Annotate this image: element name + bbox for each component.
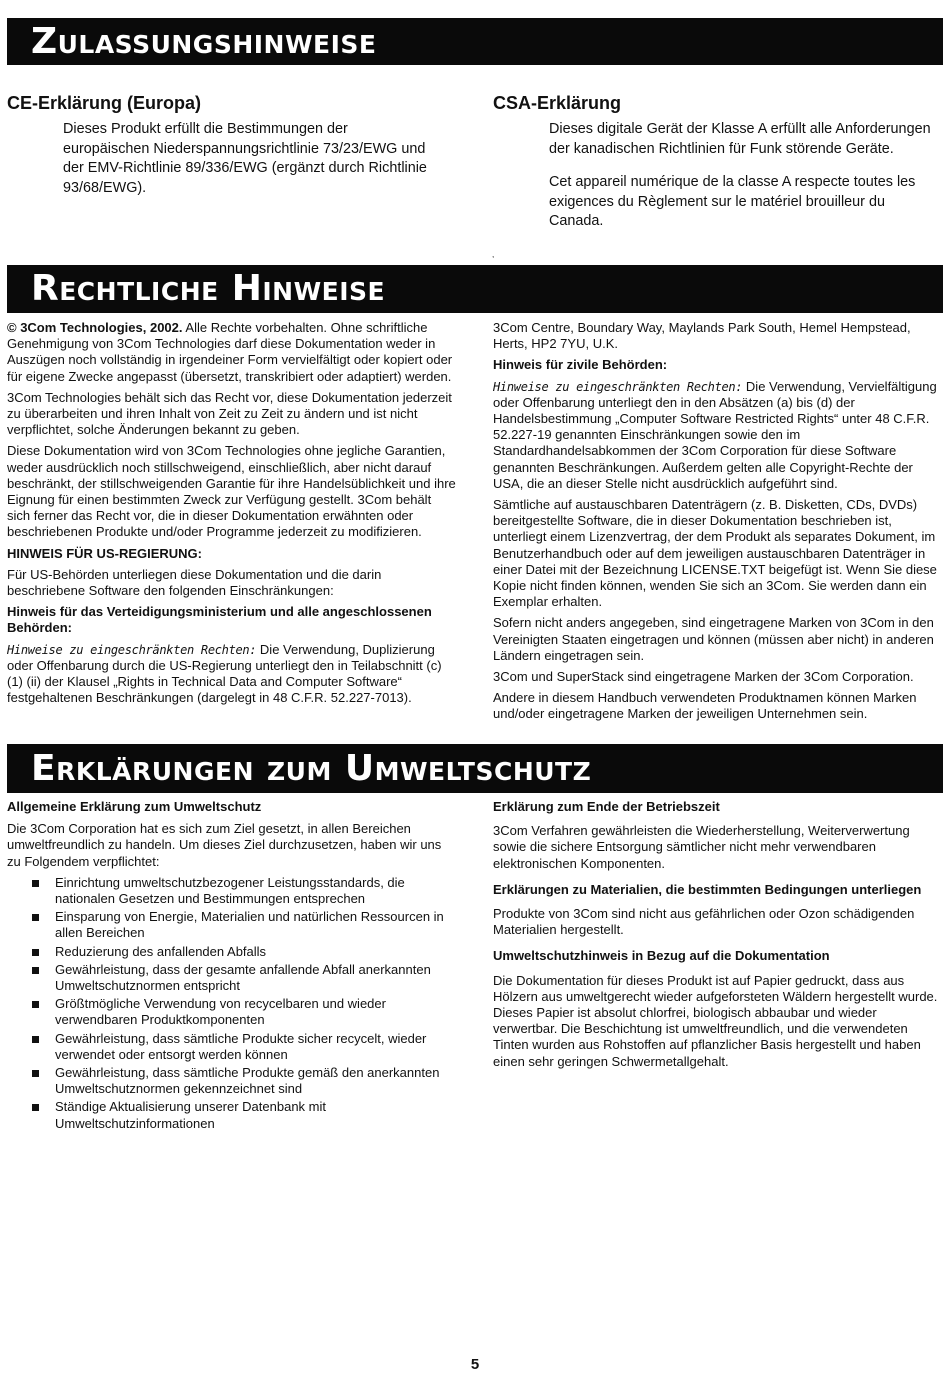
banner-title: Zulassungshinweise (31, 21, 377, 62)
section-banner-rechtliche-hinweise (7, 265, 943, 313)
banner-title: Erklärungen zum Umweltschutz (31, 748, 592, 789)
square-bullet-icon (32, 1036, 39, 1043)
square-bullet-icon (32, 1104, 39, 1111)
copyright-paragraph (7, 320, 457, 385)
defense-heading: Hinweis für das Verteidigungsministerium und alle angeschlossenen Behörden: (7, 604, 432, 636)
square-bullet-icon (32, 914, 39, 921)
square-bullet-icon (32, 1001, 39, 1008)
list-item: Gewährleistung, dass sämtliche Produkte gemäß den anerkannten Umweltschutznormen gekennzeichnet sind (7, 1065, 457, 1097)
csa-text-de: Dieses digitale Gerät der Klasse A erfüllt alle Anforderungen der kanadischen Richtlinien für Funk störende Geräte. (549, 121, 931, 157)
trademark-paragraph: Sofern nicht anders angegeben, sind eingetragene Marken von 3Com in den Vereinigten Staaten eingetragen und können (müssen aber nicht) in anderen Ländern eingetragen sein. (493, 615, 934, 663)
section-banner-umweltschutz (7, 744, 943, 793)
materials-text: Produkte von 3Com sind nicht aus gefährlichen oder Ozon schädigenden Materialien hergestellt. (493, 906, 915, 938)
environment-general (7, 799, 457, 1134)
list-item: Gewährleistung, dass der gesamte anfallende Abfall anerkannten Umweltschutznormen entspricht (7, 962, 457, 994)
list-item: Reduzierung des anfallenden Abfalls (7, 944, 457, 960)
section-banner-zulassungshinweise (7, 18, 943, 65)
revision-paragraph: 3Com Technologies behält sich das Recht vor, diese Dokumentation jederzeit zu überarbeiten und ihren Inhalt von Zeit zu Zeit zu ändern und ist nicht verpflichtet, solche Änderungen bekannt zu geben. (7, 389, 452, 438)
list-item: Einsparung von Energie, Materialien und natürlichen Ressourcen in allen Bereichen (7, 909, 457, 941)
legal-notes-left (7, 320, 457, 711)
ce-heading: CE-Erklärung (Europa) (7, 93, 202, 113)
end-of-life-text: 3Com Verfahren gewährleisten die Wiederherstellung, Weiterverwertung sowie die sichere Entsorgung sämtlicher nicht mehr verwendbaren elektronischen Komponenten. (493, 823, 910, 871)
csa-text-fr: Cet appareil numérique de la classe A respecte toutes les exigences du Règlement sur le matériel brouilleur du Canada. (549, 174, 916, 229)
ce-declaration (7, 92, 437, 212)
csa-declaration (493, 92, 943, 246)
square-bullet-icon (32, 949, 39, 956)
square-bullet-icon (32, 967, 39, 974)
env-commitments-list (7, 875, 457, 1132)
documentation-text: Die Dokumentation für dieses Produkt ist auf Papier gedruckt, dass aus Hölzern aus umweltgerecht wieder aufgeforsteten Wäldern hergestellt wurde. Dieses Papier ist absolut chlorfrei, biologisch abbaubar und wieder verwertbar. Die Beschichtung ist umweltfreundlich, und die verwendeten Tinten wurden aus Rohstoffen auf pflanzlicher Basis hergestellt und haben einen sehr geringen Schwermetallgehalt. (493, 972, 938, 1069)
copyright-label: © 3Com Technologies, 2002. (7, 320, 183, 335)
ce-text: Dieses Produkt erfüllt die Bestimmungen der europäischen Niederspannungsrichtlinie 73/23/EWG und der EMV-Richtlinie 89/336/EWG (ergänzt durch Richtlinie 93/68/EWG). (63, 121, 427, 196)
csa-heading: CSA-Erklärung (493, 93, 622, 113)
page-number: 5 (470, 1356, 480, 1373)
end-of-life-heading: Erklärung zum Ende der Betriebszeit (493, 799, 720, 814)
legal-notes-right (493, 320, 943, 728)
restricted-rights-label: Hinweise zu eingeschränkten Rechten: (493, 379, 743, 394)
documentation-heading: Umweltschutzhinweis in Bezug auf die Dokumentation (493, 948, 830, 964)
copyright-text: Alle Rechte vorbehalten. Ohne schriftliche Genehmigung von 3Com Technologies darf diese Dokumentation weder in Auszügen noch vollständig in irgendeiner Form vervielfältigt oder kopiert oder für eigene Zwecke angepasst (übersetzt, transkribiert oder adaptiert) werden. (7, 320, 453, 384)
list-item: Ständige Aktualisierung unserer Datenbank mit Umweltschutzinformationen (7, 1099, 457, 1131)
env-general-intro: Die 3Com Corporation hat es sich zum Ziel gesetzt, in allen Bereichen umweltfreundlich zu handeln. Um dieses Ziel durchzusetzen, haben wir uns zu Folgendem verpflichtet: (7, 821, 442, 869)
square-bullet-icon (32, 880, 39, 887)
address-paragraph: 3Com Centre, Boundary Way, Maylands Park South, Hemel Hempstead, Herts, HP2 7YU, U.K. (493, 320, 911, 352)
materials-heading: Erklärungen zu Materialien, die bestimmten Bedingungen unterliegen (493, 881, 922, 897)
other-trademarks-paragraph: Andere in diesem Handbuch verwendeten Produktnamen können Marken und/oder eingetragene Marken der jeweiligen Unternehmen sein. (493, 690, 917, 722)
license-paragraph: Sämtliche auf austauschbaren Datenträgern (z. B. Disketten, CDs, DVDs) bereitgestellte Software, die in dieser Dokumentation beschrieben ist, unterliegt einem Lizenzvertrag, der dem Produkt als separates Dokument, im Benutzerhandbuch oder auf dem jeweiligen austauschbaren Datenträger in einer Datei mit der Bezeichnung LICENSE.TXT beigefügt ist. Wenn Sie diese Kopie nicht finden können, wenden Sie sich an 3Com. Sie werden dann ein Exemplar erhalten. (493, 497, 937, 610)
us-government-heading: HINWEIS FÜR US-REGIERUNG: (7, 545, 202, 561)
environment-details (493, 799, 943, 1075)
warranty-paragraph: Diese Dokumentation wird von 3Com Technologies ohne jegliche Garantien, weder ausdrücklich noch stillschweigend, einschließlich, aber nicht darauf beschränkt, der stillschweigenden Garantie für ihre Handelsüblichkeit und ihre Eignung für einen bestimmten Zweck zur Verfügung gestellt. 3Com behält sich ferner das Recht vor, die in dieser Dokumentation erwähnten oder beschriebenen Produkte und/oder Programme jederzeit zu modifizieren. (7, 443, 456, 540)
civil-paragraph (493, 379, 943, 492)
env-general-heading: Allgemeine Erklärung zum Umweltschutz (7, 799, 262, 814)
restricted-rights-label: Hinweise zu eingeschränkten Rechten: (7, 642, 257, 657)
list-item: Größtmögliche Verwendung von recycelbaren und wieder verwendbaren Produktkomponenten (7, 996, 457, 1028)
defense-paragraph (7, 642, 457, 707)
square-bullet-icon (32, 1070, 39, 1077)
stray-mark: , (492, 250, 495, 259)
defense-text: Die Verwendung, Duplizierung oder Offenbarung durch die US-Regierung unterliegt den in Teilabschnitt (c) (1) (ii) der Klausel „Rights in Technical Data and Computer Software“ festgehaltenen Beschränkungen (dargelegt in 48 C.F.R. 52.227-7013). (7, 641, 442, 706)
civil-heading: Hinweis für zivile Behörden: (493, 357, 668, 373)
list-item: Einrichtung umweltschutzbezogener Leistungsstandards, die nationalen Gesetzen und Bestimmungen entsprechen (7, 875, 457, 907)
list-item: Gewährleistung, dass sämtliche Produkte sicher recycelt, wieder verwendet oder entsorgt werden können (7, 1031, 457, 1063)
banner-title: Rechtliche Hinweise (31, 268, 386, 309)
superstack-paragraph: 3Com und SuperStack sind eingetragene Marken der 3Com Corporation. (493, 669, 914, 685)
us-government-text: Für US-Behörden unterliegen diese Dokumentation und die darin beschriebene Software den folgenden Einschränkungen: (7, 566, 382, 599)
civil-text: Die Verwendung, Vervielfältigung oder Offenbarung unterliegt den in den Absätzen (a) bis (d) der Handelsbestimmung „Computer Software Restricted Rights“ unter 48 C.F.R. 52.227-19 genannten Einschränkungen sowie den im Standardhandelsabkommen der 3Com Corporation für diese Software genannten Beschränkungen. Außerdem gelten alle Copyright-Rechte der USA, die an dieser Stelle nicht ausdrücklich aufgeführt sind. (493, 378, 937, 491)
